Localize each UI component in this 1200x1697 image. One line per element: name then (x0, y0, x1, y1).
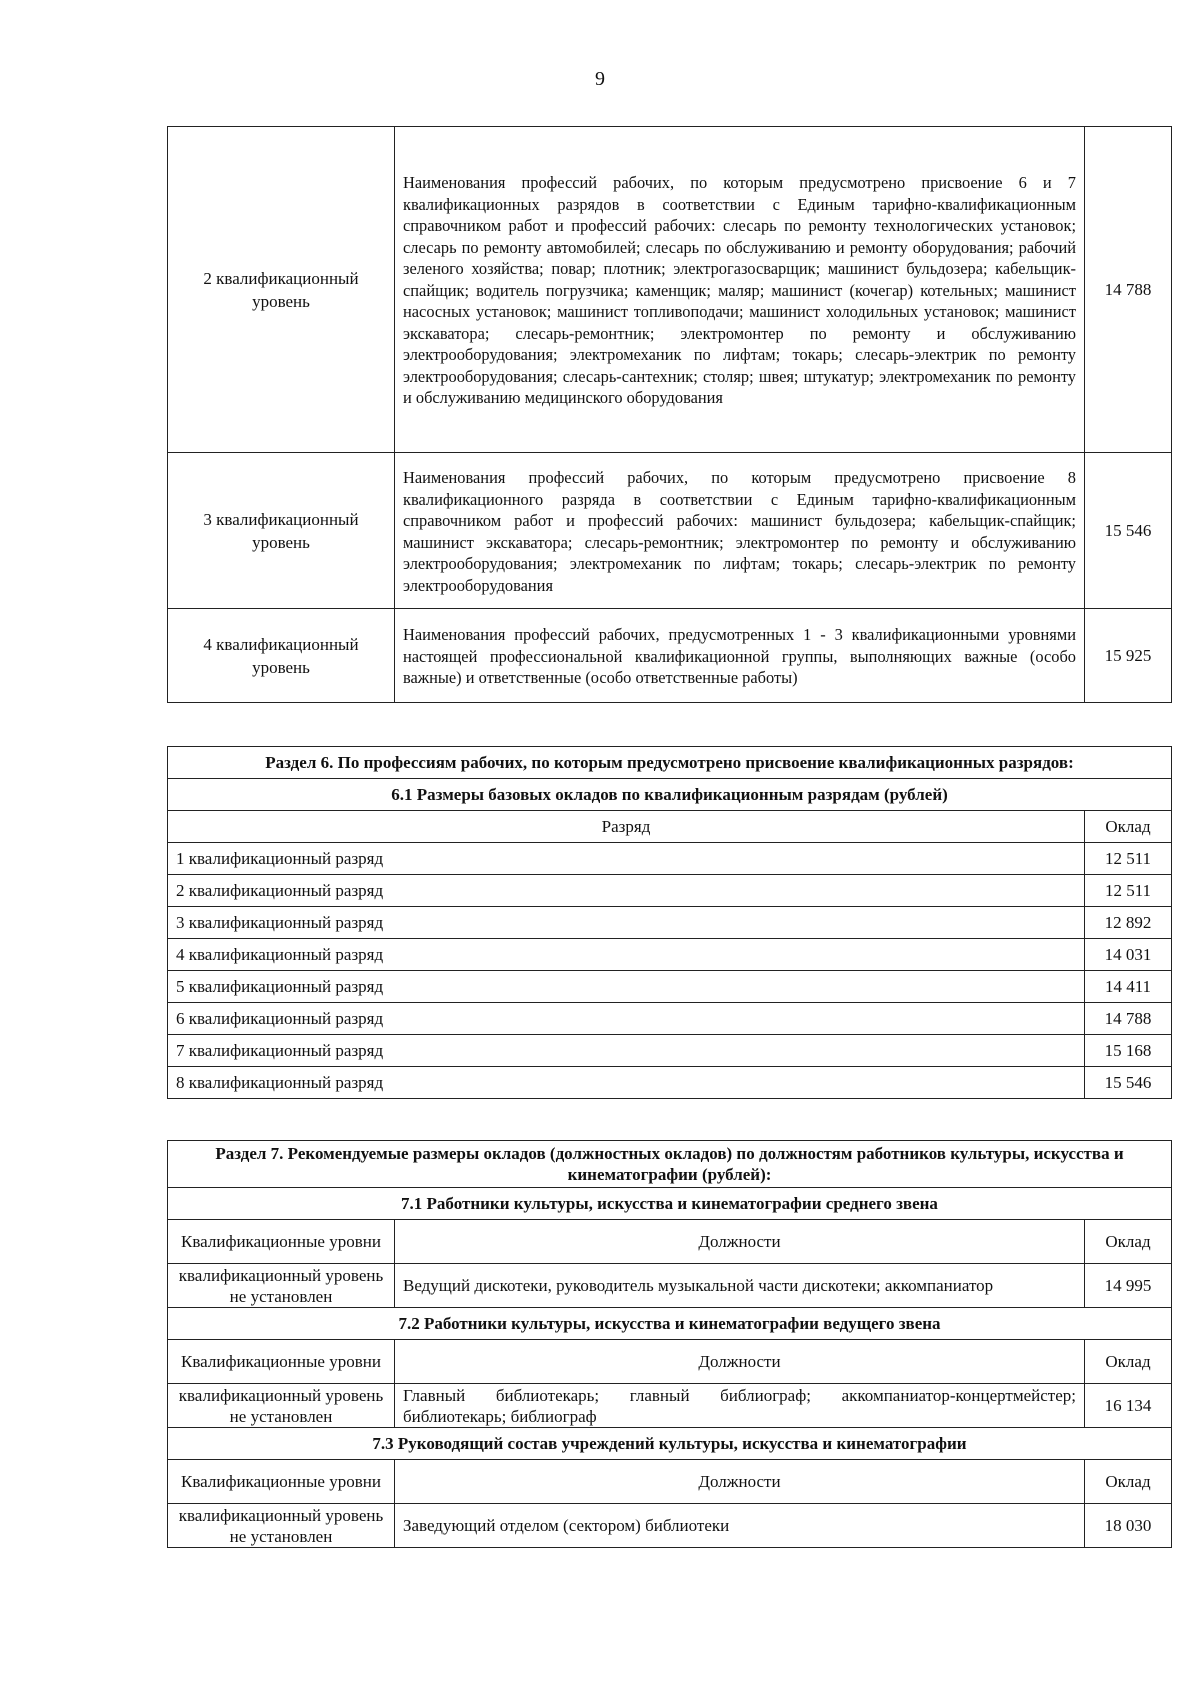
positions-column-header: Должности (395, 1220, 1085, 1264)
table-row (168, 1384, 1172, 1428)
table-row (168, 127, 1172, 453)
table-row (168, 1504, 1172, 1548)
level-cell: 2 квалификационный уровень (168, 127, 395, 453)
grade-cell: 4 квалификационный разряд (168, 939, 1085, 971)
salary-cell: 12 892 (1085, 907, 1172, 939)
section6-table (167, 746, 1172, 1099)
subsection-title: 7.3 Руководящий состав учреждений культуры, искусства и кинематографии (168, 1428, 1172, 1460)
subsection-title: 7.2 Работники культуры, искусства и кинематографии ведущего звена (168, 1308, 1172, 1340)
level-cell: квалификационный уровень не установлен (168, 1384, 395, 1428)
grade-column-header: Разряд (168, 811, 1085, 843)
salary-column-header: Оклад (1085, 1340, 1172, 1384)
salary-column-header: Оклад (1085, 811, 1172, 843)
salary-cell: 15 546 (1085, 453, 1172, 609)
positions-cell: Ведущий дискотеки, руководитель музыкальной части дискотеки; аккомпаниатор (395, 1264, 1085, 1308)
levels-column-header: Квалификационные уровни (168, 1340, 395, 1384)
table-row (168, 843, 1172, 875)
grade-cell: 3 квалификационный разряд (168, 907, 1085, 939)
page-number: 9 (595, 68, 605, 90)
salary-cell: 18 030 (1085, 1504, 1172, 1548)
positions-column-header: Должности (395, 1340, 1085, 1384)
table-row (168, 1067, 1172, 1099)
description-cell: Наименования профессий рабочих, по которым предусмотрено присвоение 8 квалификационного разряда в соответствии с Единым тарифно-квалификационным справочником работ и профессий рабочих: машинист бульдозера; кабельщик-спайщик; машинист экскаватора; слесарь-ремонтник; электромонтер по ремонту и обслуживанию электрооборудования; электромеханик по лифтам; токарь; слесарь-электрик по ремонту электрооборудования (395, 453, 1085, 609)
subsection-title: 7.1 Работники культуры, искусства и кинематографии среднего звена (168, 1188, 1172, 1220)
level-cell: 4 квалификационный уровень (168, 609, 395, 703)
levels-column-header: Квалификационные уровни (168, 1220, 395, 1264)
positions-column-header: Должности (395, 1460, 1085, 1504)
table-row (168, 1003, 1172, 1035)
section6-title: Раздел 6. По профессиям рабочих, по которым предусмотрено присвоение квалификационных разрядов: (168, 747, 1172, 779)
level-cell: квалификационный уровень не установлен (168, 1504, 395, 1548)
description-cell: Наименования профессий рабочих, предусмотренных 1 - 3 квалификационными уровнями настоящей профессиональной квалификационной группы, выполняющих важные (особо важные) и ответственные (особо ответственные работы) (395, 609, 1085, 703)
table-row (168, 1035, 1172, 1067)
table-row (168, 939, 1172, 971)
salary-cell: 15 925 (1085, 609, 1172, 703)
salary-cell: 14 788 (1085, 127, 1172, 453)
grade-cell: 8 квалификационный разряд (168, 1067, 1085, 1099)
table-row (168, 971, 1172, 1003)
positions-cell: Главный библиотекарь; главный библиограф; аккомпаниатор-концертмейстер; библиотекарь; библиограф (395, 1384, 1085, 1428)
description-cell: Наименования профессий рабочих, по которым предусмотрено присвоение 6 и 7 квалификационных разрядов в соответствии с Единым тарифно-квалификационным справочником работ и профессий рабочих: слесарь по ремонту технологических установок; слесарь по ремонту автомобилей; слесарь по обслуживанию и ремонту оборудования; рабочий зеленого хозяйства; повар; плотник; электрогазосварщик; машинист бульдозера; кабельщик-спайщик; водитель погрузчика; каменщик; маляр; машинист (кочегар) котельных; машинист насосных установок; машинист топливоподачи; машинист холодильных установок; машинист экскаватора; слесарь-ремонтник; электромонтер по ремонту и обслуживанию электрооборудования; электромеханик по лифтам; токарь; слесарь-электрик по ремонту электрооборудования; слесарь-сантехник; столяр; швея; штукатур; электромеханик по ремонту и обслуживанию медицинского оборудования (395, 127, 1085, 453)
salary-column-header: Оклад (1085, 1460, 1172, 1504)
salary-column-header: Оклад (1085, 1220, 1172, 1264)
level-cell: 3 квалификационный уровень (168, 453, 395, 609)
table-row (168, 907, 1172, 939)
table-row (168, 875, 1172, 907)
grade-cell: 2 квалификационный разряд (168, 875, 1085, 907)
section6-subtitle: 6.1 Размеры базовых окладов по квалификационным разрядам (рублей) (168, 779, 1172, 811)
salary-cell: 14 031 (1085, 939, 1172, 971)
salary-cell: 14 788 (1085, 1003, 1172, 1035)
salary-cell: 16 134 (1085, 1384, 1172, 1428)
grade-cell: 1 квалификационный разряд (168, 843, 1085, 875)
table-row (168, 453, 1172, 609)
levels-column-header: Квалификационные уровни (168, 1460, 395, 1504)
level-cell: квалификационный уровень не установлен (168, 1264, 395, 1308)
salary-cell: 15 168 (1085, 1035, 1172, 1067)
table-row (168, 609, 1172, 703)
grade-cell: 7 квалификационный разряд (168, 1035, 1085, 1067)
positions-cell: Заведующий отделом (сектором) библиотеки (395, 1504, 1085, 1548)
table-row (168, 1264, 1172, 1308)
grade-cell: 6 квалификационный разряд (168, 1003, 1085, 1035)
salary-cell: 15 546 (1085, 1067, 1172, 1099)
grade-cell: 5 квалификационный разряд (168, 971, 1085, 1003)
section7-table (167, 1140, 1172, 1548)
qualification-levels-table (167, 126, 1172, 703)
salary-cell: 12 511 (1085, 843, 1172, 875)
salary-cell: 14 411 (1085, 971, 1172, 1003)
salary-cell: 12 511 (1085, 875, 1172, 907)
salary-cell: 14 995 (1085, 1264, 1172, 1308)
section7-title: Раздел 7. Рекомендуемые размеры окладов (должностных окладов) по должностям работников культуры, искусства и кинематографии (рублей): (168, 1141, 1172, 1188)
